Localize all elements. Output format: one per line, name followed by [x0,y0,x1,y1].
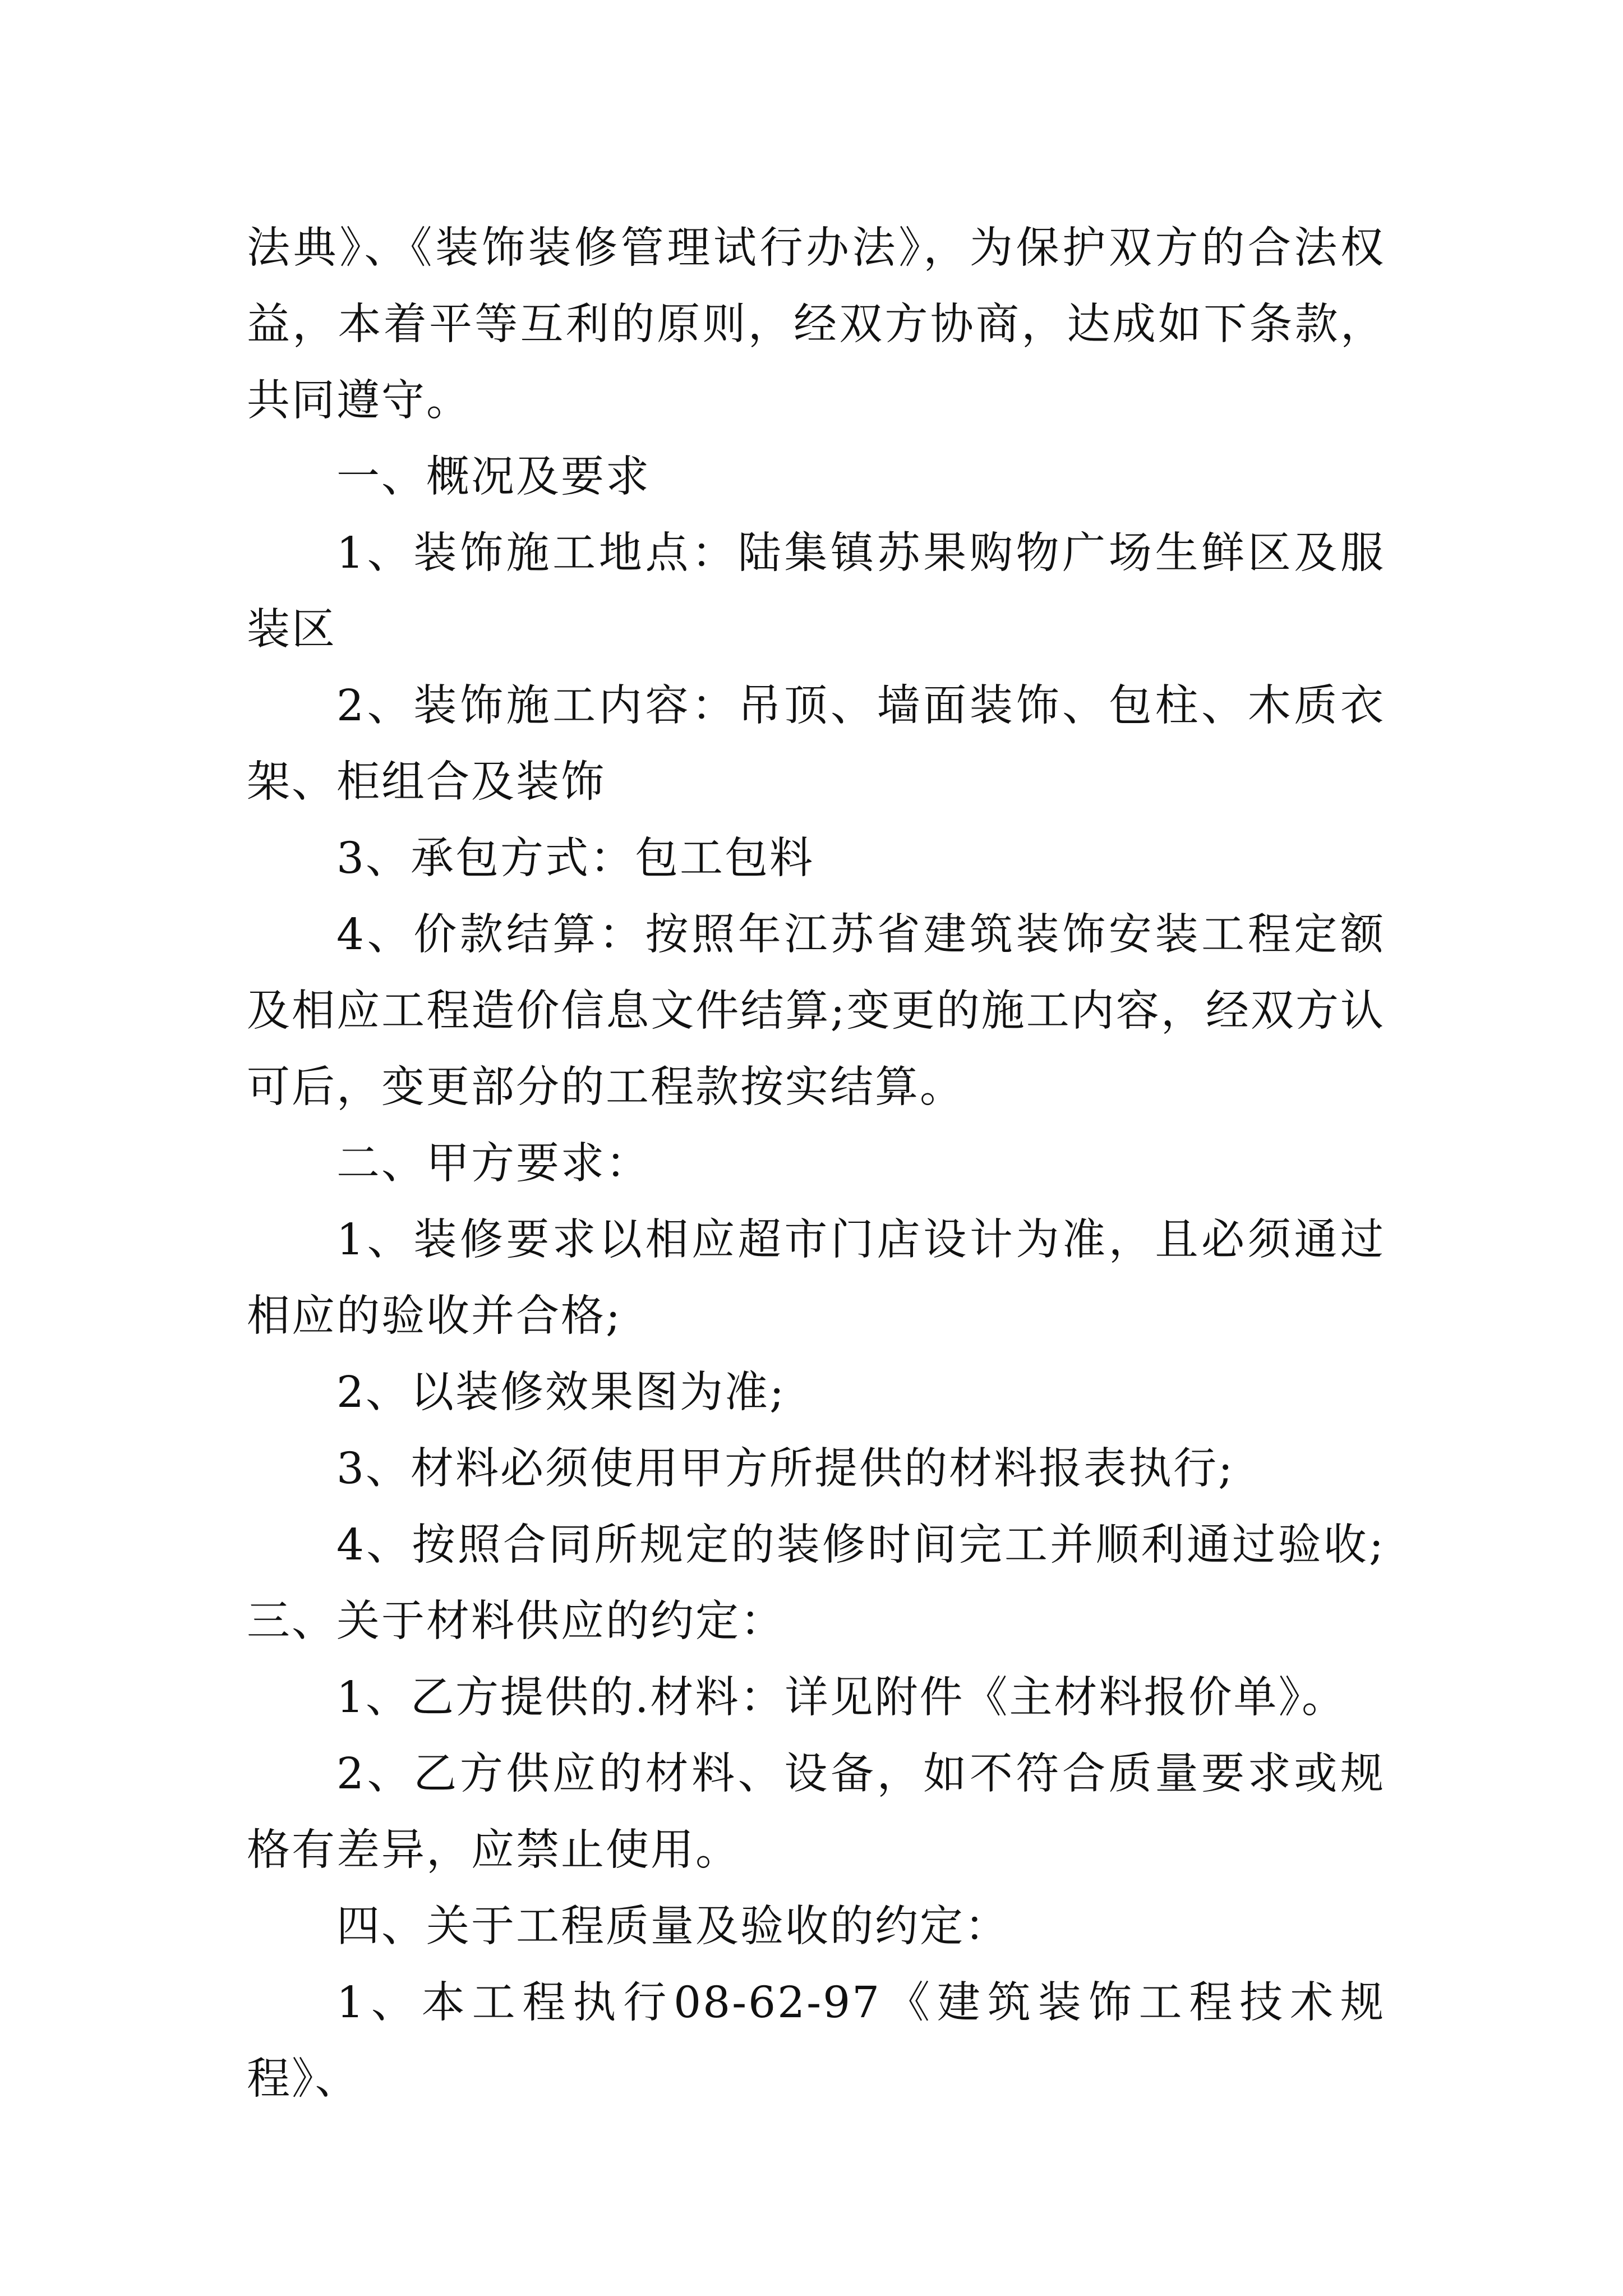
paragraph-construction-site: 1、装饰施工地点：陆集镇苏果购物广场生鲜区及服装区 [247,528,1385,655]
paragraph-price-settlement: 4、价款结算：按照年江苏省建筑装饰安装工程定额及相应工程造价信息文件结算;变更的施工内容，经双方认可后，变更部分的工程款按实结算。 [247,910,1385,1112]
section-heading-quality-acceptance: 四、关于工程质量及验收的约定： [336,1902,1009,1952]
paragraph-technical-code: 1、本工程执行08-62-97《建筑装饰工程技术规程》、 [247,1978,1385,2104]
paragraph-effect-drawing: 2、以装修效果图为准; [336,1368,786,1418]
paragraph-intro-continued: 法典》、《装饰装修管理试行办法》，为保护双方的合法权益，本着平等互利的原则，经双方协商，达成如下条款，共同遵守。 [247,223,1385,426]
section-heading-party-a: 二、甲方要求： [336,1139,651,1189]
section-heading-overview: 一、概况及要求 [336,452,651,502]
paragraph-completion-time: 4、按照合同所规定的装修时间完工并顺利通过验收;三、关于材料供应的约定： [247,1520,1385,1646]
paragraph-decoration-requirement: 1、装修要求以相应超市门店设计为准，且必须通过相应的验收并合格; [247,1215,1385,1341]
paragraph-contract-method: 3、承包方式：包工包料 [336,834,814,884]
paragraph-material-quality: 2、乙方供应的材料、设备，如不符合质量要求或规格有差异，应禁止使用。 [247,1749,1385,1875]
paragraph-party-b-materials: 1、乙方提供的.材料：详见附件《主材料报价单》。 [336,1673,1347,1723]
paragraph-material-report: 3、材料必须使用甲方所提供的材料报表执行; [336,1444,1234,1494]
paragraph-construction-content: 2、装饰施工内容：吊顶、墙面装饰、包柱、木质衣架、柜组合及装饰 [247,681,1385,807]
document-body [247,210,1385,2118]
